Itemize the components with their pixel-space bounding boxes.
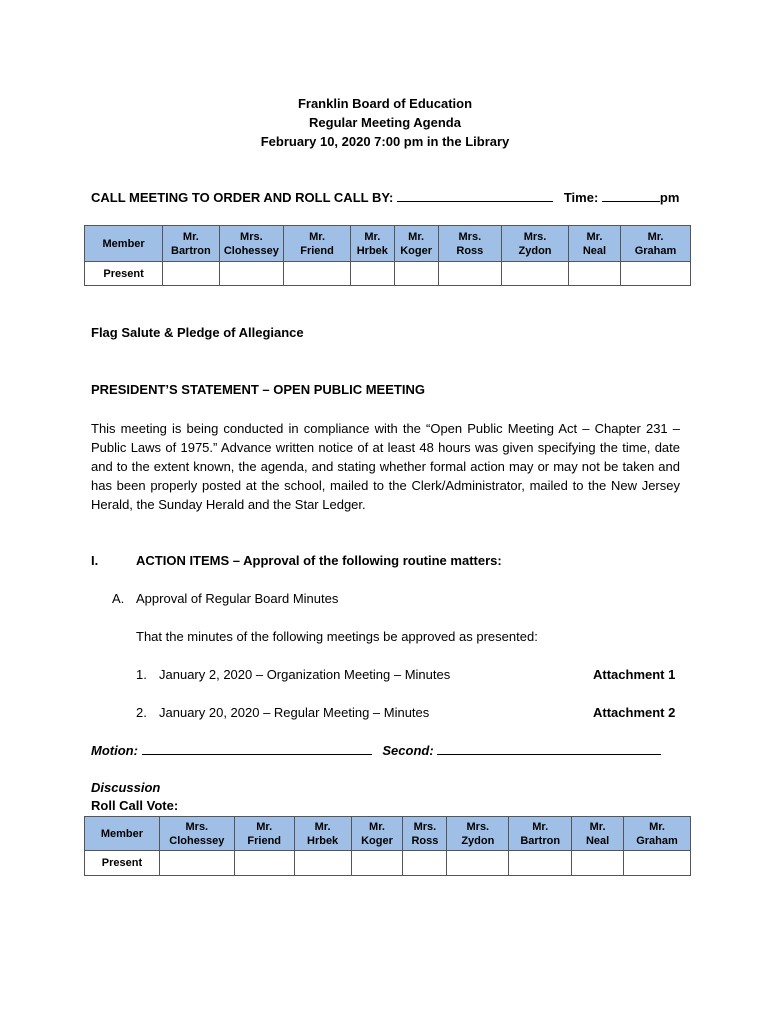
member-cell: Mr. Hrbek bbox=[350, 226, 394, 262]
presidents-statement-body: This meeting is being conducted in compliance with the “Open Public Meeting Act – Chapter 231 – Public Laws of 1975.” Advance written notice of at least 48 hours was given specifying the time, date and to the extent known, the agenda, and stating whether formal action may or may not be taken and has been properly posted at the school, mailed to the Clerk/Administrator, mailed to the New Jersey Herald, the Sunday Herald and the Star Ledger. bbox=[91, 421, 680, 512]
present-cell[interactable] bbox=[350, 262, 394, 286]
present-label: Present bbox=[85, 851, 160, 876]
member-header: Member bbox=[85, 226, 163, 262]
present-cell[interactable] bbox=[572, 851, 624, 876]
minutes-item-num: 1. bbox=[136, 667, 147, 682]
minutes-item-num: 2. bbox=[136, 705, 147, 720]
member-cell: Mrs. Ross bbox=[438, 226, 502, 262]
board-name: Franklin Board of Education bbox=[297, 96, 473, 111]
present-label: Present bbox=[85, 262, 163, 286]
member-cell: Mr. Koger bbox=[351, 817, 403, 851]
member-header: Member bbox=[85, 817, 160, 851]
action-items-heading: ACTION ITEMS – Approval of the following routine matters: bbox=[136, 553, 502, 568]
present-cell[interactable] bbox=[509, 851, 572, 876]
present-cell[interactable] bbox=[403, 851, 447, 876]
second-label: Second: bbox=[382, 743, 434, 758]
motion-blank[interactable] bbox=[142, 742, 372, 755]
member-cell: Mrs. Zydon bbox=[502, 226, 569, 262]
agenda-title: Regular Meeting Agenda bbox=[309, 115, 461, 130]
present-cell[interactable] bbox=[163, 262, 219, 286]
table-header-row bbox=[85, 817, 691, 851]
present-cell[interactable] bbox=[502, 262, 569, 286]
minutes-item-text: January 20, 2020 – Regular Meeting – Minutes bbox=[159, 705, 430, 720]
member-cell: Mrs. Zydon bbox=[447, 817, 509, 851]
member-cell: Mr. Neal bbox=[568, 226, 620, 262]
pm-label: pm bbox=[659, 190, 680, 205]
flag-salute: Flag Salute & Pledge of Allegiance bbox=[91, 325, 304, 340]
present-cell[interactable] bbox=[394, 262, 438, 286]
member-cell: Mr. Bartron bbox=[509, 817, 572, 851]
present-cell[interactable] bbox=[568, 262, 620, 286]
present-cell[interactable] bbox=[234, 851, 294, 876]
member-cell: Mrs. Clohessey bbox=[159, 817, 234, 851]
roll-call-table-2 bbox=[84, 816, 691, 876]
member-cell: Mrs. Clohessey bbox=[219, 226, 284, 262]
attachment-label: Attachment 1 bbox=[593, 667, 676, 682]
present-cell[interactable] bbox=[351, 851, 403, 876]
second-blank[interactable] bbox=[437, 742, 661, 755]
meeting-date: February 10, 2020 7:00 pm in the Library bbox=[260, 134, 510, 149]
motion-label: Motion: bbox=[91, 743, 138, 758]
present-cell[interactable] bbox=[284, 262, 351, 286]
present-cell[interactable] bbox=[438, 262, 502, 286]
call-to-order-label: CALL MEETING TO ORDER AND ROLL CALL BY: bbox=[91, 190, 394, 205]
present-cell[interactable] bbox=[294, 851, 351, 876]
attachment-label: Attachment 2 bbox=[593, 705, 676, 720]
table-header-row bbox=[85, 226, 691, 262]
present-cell[interactable] bbox=[621, 262, 691, 286]
discussion-label: Discussion bbox=[91, 780, 161, 795]
present-row bbox=[85, 851, 691, 876]
member-cell: Mr. Friend bbox=[284, 226, 351, 262]
member-cell: Mr. Neal bbox=[572, 817, 624, 851]
sub-item-letter: A. bbox=[112, 591, 125, 606]
member-cell: Mrs. Ross bbox=[403, 817, 447, 851]
member-cell: Mr. Graham bbox=[621, 226, 691, 262]
minutes-item-text: January 2, 2020 – Organization Meeting – Minutes bbox=[159, 667, 451, 682]
time-label: Time: bbox=[563, 190, 599, 205]
call-to-order-line bbox=[91, 189, 679, 205]
member-cell: Mr. Hrbek bbox=[294, 817, 351, 851]
presidents-statement-heading: PRESIDENT’S STATEMENT – OPEN PUBLIC MEETING bbox=[91, 382, 425, 397]
roll-call-vote-label: Roll Call Vote: bbox=[91, 798, 179, 813]
present-row bbox=[85, 262, 691, 286]
call-by-blank bbox=[397, 189, 553, 202]
member-cell: Mr. Koger bbox=[394, 226, 438, 262]
present-cell[interactable] bbox=[219, 262, 284, 286]
time-blank bbox=[602, 189, 660, 202]
member-cell: Mr. Graham bbox=[624, 817, 691, 851]
present-cell[interactable] bbox=[624, 851, 691, 876]
present-cell[interactable] bbox=[447, 851, 509, 876]
roll-call-table-1 bbox=[84, 225, 691, 286]
motion-line bbox=[91, 742, 661, 758]
document-header bbox=[0, 94, 770, 151]
member-cell: Mr. Bartron bbox=[163, 226, 219, 262]
member-cell: Mr. Friend bbox=[234, 817, 294, 851]
present-cell[interactable] bbox=[159, 851, 234, 876]
sub-item-heading: Approval of Regular Board Minutes bbox=[136, 591, 339, 606]
minutes-intro: That the minutes of the following meetings be approved as presented: bbox=[136, 629, 538, 644]
section-numeral: I. bbox=[91, 553, 99, 568]
